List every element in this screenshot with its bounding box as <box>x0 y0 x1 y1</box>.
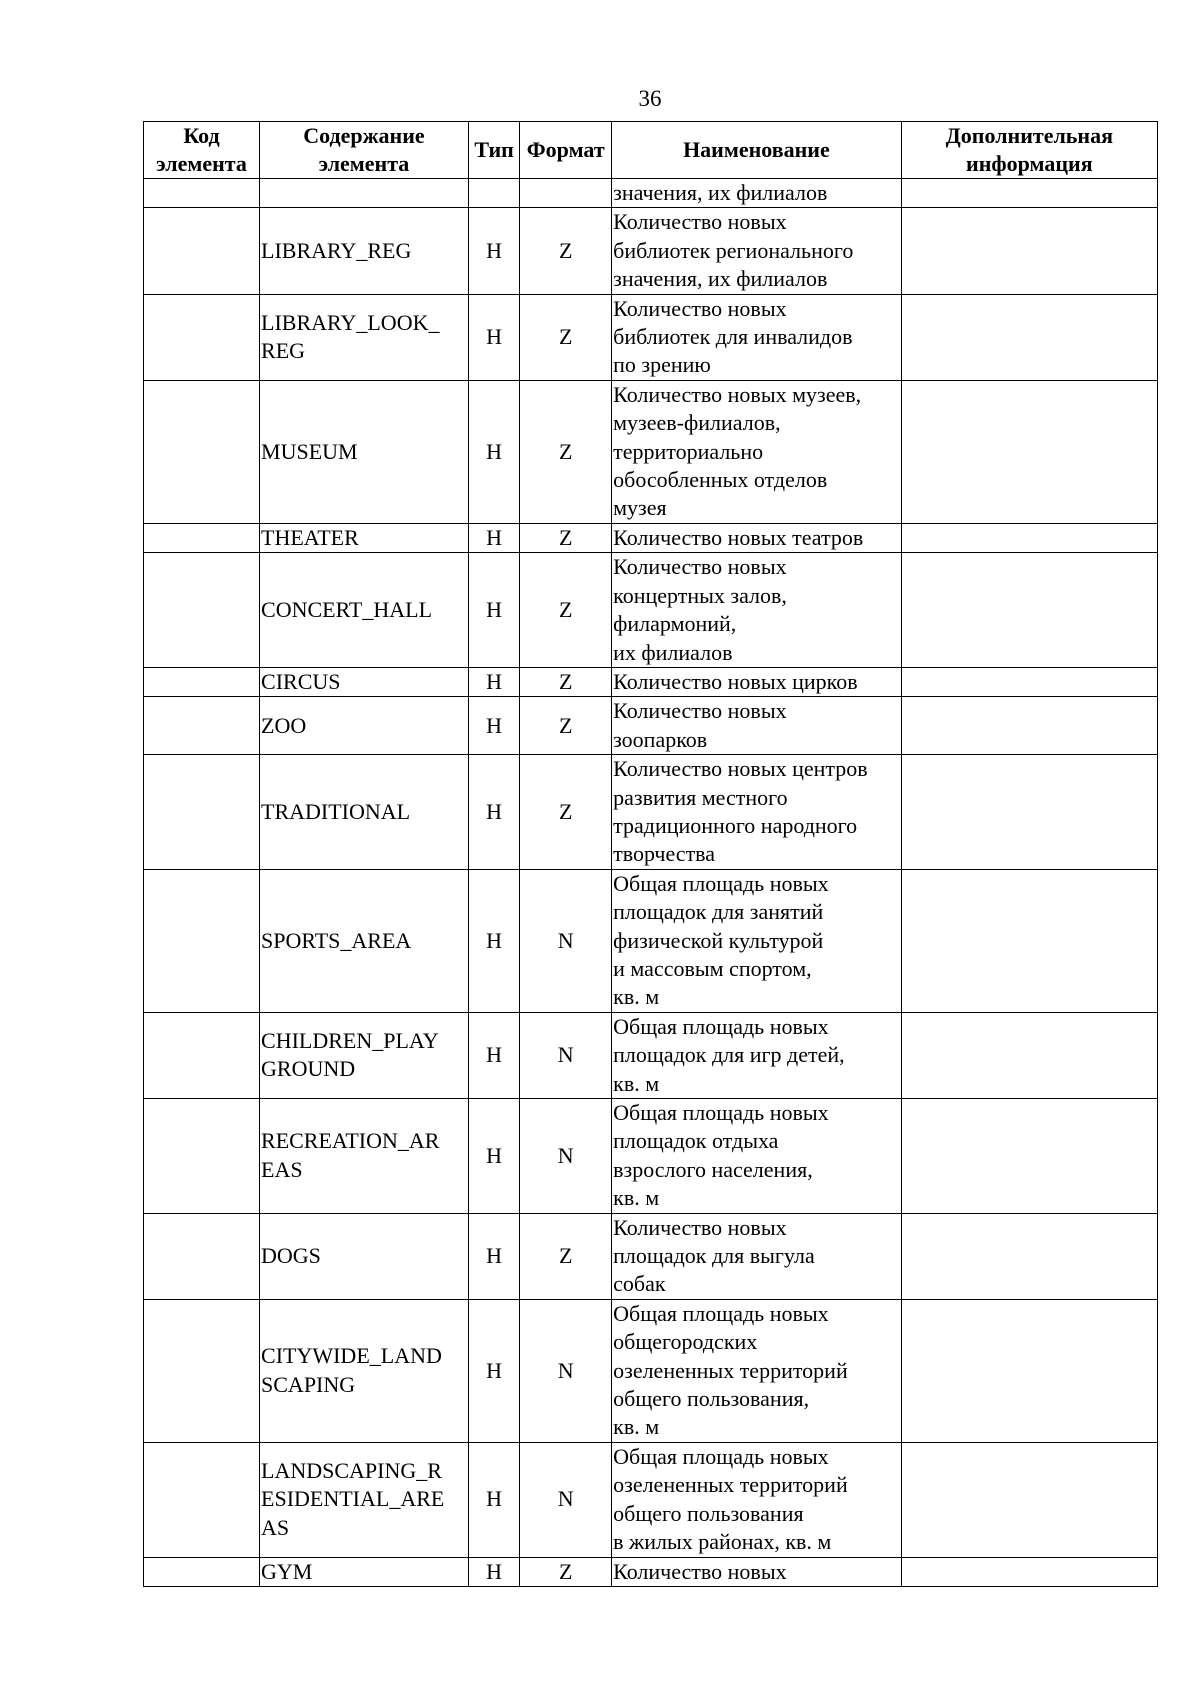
cell-line: CIRCUS <box>261 668 341 694</box>
table-row <box>144 1099 1158 1214</box>
cell-line: территориально <box>613 438 764 464</box>
cell-code <box>144 1099 260 1214</box>
cell-name <box>612 1557 902 1586</box>
cell-type: Н <box>468 1557 519 1586</box>
cell-line: кв. м <box>613 984 660 1010</box>
cell-line: Общая площадь новых <box>613 1100 829 1125</box>
cell-format: Z <box>520 380 612 523</box>
cell-line: REG <box>261 338 306 364</box>
cell-line: и массовым спортом, <box>613 955 812 981</box>
cell-line: кв. м <box>613 1414 660 1440</box>
cell-line: MUSEUM <box>261 438 358 464</box>
cell-name <box>612 667 902 696</box>
header-type <box>468 122 519 179</box>
cell-format: Z <box>520 553 612 668</box>
cell-line: GROUND <box>261 1056 356 1082</box>
cell-extra <box>901 755 1157 870</box>
cell-line: LIBRARY_LOOK_ <box>261 309 440 335</box>
cell-line: общегородских <box>613 1329 758 1355</box>
cell-name <box>612 179 902 208</box>
header-line: Наименование <box>683 137 830 162</box>
cell-name <box>612 755 902 870</box>
cell-code <box>144 208 260 294</box>
cell-line: площадок для выгула <box>613 1243 815 1269</box>
cell-line: общего пользования, <box>613 1386 810 1412</box>
cell-extra <box>901 1442 1157 1557</box>
cell-format: Z <box>520 755 612 870</box>
cell-name <box>612 208 902 294</box>
cell-content <box>260 179 469 208</box>
cell-type: Н <box>468 553 519 668</box>
cell-content <box>260 294 469 380</box>
cell-type: Н <box>468 1213 519 1299</box>
cell-type: Н <box>468 380 519 523</box>
cell-line: музеев-филиалов, <box>613 410 781 436</box>
header-format <box>520 122 612 179</box>
cell-line: взрослого населения, <box>613 1156 813 1182</box>
cell-extra <box>901 553 1157 668</box>
cell-content <box>260 1012 469 1098</box>
cell-type: Н <box>468 755 519 870</box>
cell-content <box>260 1213 469 1299</box>
cell-type: Н <box>468 869 519 1012</box>
table-row <box>144 667 1158 696</box>
cell-line: Общая площадь новых <box>613 1443 829 1469</box>
cell-type: Н <box>468 697 519 755</box>
header-extra <box>901 122 1157 179</box>
cell-code <box>144 1213 260 1299</box>
cell-line: кв. м <box>613 1185 660 1211</box>
cell-name <box>612 1012 902 1098</box>
cell-line: TRADITIONAL <box>261 798 411 824</box>
header-line: Код <box>183 123 220 148</box>
cell-line: Количество новых центров <box>613 756 868 782</box>
cell-extra <box>901 1213 1157 1299</box>
cell-extra <box>901 1099 1157 1214</box>
cell-name <box>612 1099 902 1214</box>
cell-line: их филиалов <box>613 639 733 665</box>
cell-format: Z <box>520 523 612 552</box>
cell-line: RECREATION_AR <box>261 1128 440 1154</box>
cell-format: N <box>520 1099 612 1214</box>
cell-line: в жилых районах, кв. м <box>613 1529 832 1555</box>
cell-code <box>144 553 260 668</box>
cell-extra <box>901 179 1157 208</box>
cell-line: CITYWIDE_LAND <box>261 1343 442 1369</box>
header-name <box>612 122 902 179</box>
cell-line: площадок отдыха <box>613 1128 779 1154</box>
cell-line: ESIDENTIAL_ARE <box>261 1486 445 1512</box>
table-header-row <box>144 122 1158 179</box>
cell-line: кв. м <box>613 1070 660 1096</box>
cell-line: общего пользования <box>613 1500 804 1526</box>
table-row <box>144 553 1158 668</box>
cell-content <box>260 869 469 1012</box>
cell-code <box>144 380 260 523</box>
cell-line: собак <box>613 1271 666 1297</box>
cell-code <box>144 697 260 755</box>
cell-extra <box>901 1012 1157 1098</box>
cell-line: Количество новых цирков <box>613 668 858 694</box>
cell-line: библиотек для инвалидов <box>613 324 853 350</box>
cell-line: обособленных отделов <box>613 467 828 493</box>
cell-content <box>260 380 469 523</box>
cell-line: значения, их филиалов <box>613 180 828 205</box>
cell-format: Z <box>520 208 612 294</box>
cell-type: Н <box>468 294 519 380</box>
cell-content <box>260 1557 469 1586</box>
cell-line: Общая площадь новых <box>613 1013 829 1039</box>
cell-name <box>612 380 902 523</box>
cell-code <box>144 1557 260 1586</box>
table-body <box>144 179 1158 1587</box>
cell-line: концертных залов, <box>613 582 787 608</box>
cell-name <box>612 869 902 1012</box>
cell-line: AS <box>261 1514 290 1540</box>
header-code <box>144 122 260 179</box>
cell-line: развития местного <box>613 784 788 810</box>
cell-content <box>260 667 469 696</box>
cell-line: EAS <box>261 1156 303 1182</box>
cell-content <box>260 1099 469 1214</box>
cell-format: N <box>520 1299 612 1442</box>
cell-name <box>612 1299 902 1442</box>
cell-line: GYM <box>261 1558 313 1584</box>
cell-extra <box>901 208 1157 294</box>
cell-line: LANDSCAPING_R <box>261 1458 442 1484</box>
table-row <box>144 1213 1158 1299</box>
cell-code <box>144 294 260 380</box>
cell-line: DOGS <box>261 1243 321 1269</box>
cell-format: Z <box>520 667 612 696</box>
cell-code <box>144 755 260 870</box>
cell-line: Количество новых <box>613 1558 787 1584</box>
cell-line: площадок для занятий <box>613 899 824 925</box>
table-row <box>144 523 1158 552</box>
table-row <box>144 869 1158 1012</box>
cell-line: THEATER <box>261 524 359 550</box>
cell-line: Количество новых <box>613 209 787 235</box>
data-elements-table <box>143 121 1158 1587</box>
cell-code <box>144 1012 260 1098</box>
cell-type: Н <box>468 1299 519 1442</box>
header-line: Содержание <box>303 123 425 148</box>
cell-type: Н <box>468 667 519 696</box>
cell-line: библиотек регионального <box>613 237 854 263</box>
cell-type: Н <box>468 208 519 294</box>
cell-line: Количество новых <box>613 1214 787 1240</box>
cell-format <box>520 179 612 208</box>
cell-code <box>144 667 260 696</box>
cell-line: Количество новых <box>613 554 787 580</box>
cell-format: N <box>520 1012 612 1098</box>
cell-line: озелененных территорий <box>613 1472 848 1498</box>
header-line: информация <box>966 151 1093 176</box>
cell-extra <box>901 523 1157 552</box>
cell-content <box>260 697 469 755</box>
cell-extra <box>901 1557 1157 1586</box>
cell-code <box>144 179 260 208</box>
table-row <box>144 179 1158 208</box>
header-line: элемента <box>318 151 410 176</box>
header-line: Тип <box>474 137 514 162</box>
table-row <box>144 208 1158 294</box>
table-row <box>144 697 1158 755</box>
cell-name <box>612 294 902 380</box>
cell-extra <box>901 1299 1157 1442</box>
table-row <box>144 1299 1158 1442</box>
cell-line: Количество новых <box>613 295 787 321</box>
cell-line: Общая площадь новых <box>613 870 829 896</box>
cell-format: Z <box>520 1557 612 1586</box>
cell-line: по зрению <box>613 352 711 378</box>
cell-format: Z <box>520 697 612 755</box>
header-line: Дополнительная <box>945 123 1114 148</box>
cell-name <box>612 697 902 755</box>
table-row <box>144 380 1158 523</box>
cell-type: Н <box>468 1442 519 1557</box>
table-row <box>144 1012 1158 1098</box>
cell-line: творчества <box>613 841 716 867</box>
cell-format: Z <box>520 1213 612 1299</box>
header-line: элемента <box>156 151 247 176</box>
cell-name <box>612 553 902 668</box>
cell-content <box>260 755 469 870</box>
cell-name <box>612 1213 902 1299</box>
cell-format: N <box>520 869 612 1012</box>
cell-line: Количество новых театров <box>613 524 864 550</box>
cell-extra <box>901 667 1157 696</box>
cell-line: физической культурой <box>613 927 824 953</box>
cell-extra <box>901 380 1157 523</box>
cell-name <box>612 1442 902 1557</box>
cell-line: озелененных территорий <box>613 1357 848 1383</box>
cell-line: CHILDREN_PLAY <box>261 1027 439 1053</box>
cell-extra <box>901 869 1157 1012</box>
cell-name <box>612 523 902 552</box>
table-row <box>144 1557 1158 1586</box>
cell-content <box>260 208 469 294</box>
cell-line: SPORTS_AREA <box>261 927 412 953</box>
cell-line: ZOO <box>261 712 307 738</box>
cell-code <box>144 523 260 552</box>
cell-line: музея <box>613 495 667 521</box>
cell-extra <box>901 294 1157 380</box>
cell-type: Н <box>468 1012 519 1098</box>
cell-line: SCAPING <box>261 1371 356 1397</box>
header-line: Формат <box>526 137 605 162</box>
cell-line: зоопарков <box>613 726 708 752</box>
cell-content <box>260 1442 469 1557</box>
table-row <box>144 294 1158 380</box>
cell-content <box>260 1299 469 1442</box>
cell-line: Количество новых музеев, <box>613 381 862 407</box>
cell-line: CONCERT_HALL <box>261 596 433 622</box>
cell-line: значения, их филиалов <box>613 266 828 292</box>
cell-format: Z <box>520 294 612 380</box>
cell-line: традиционного народного <box>613 812 858 838</box>
cell-line: Количество новых <box>613 698 787 724</box>
cell-extra <box>901 697 1157 755</box>
cell-line: площадок для игр детей, <box>613 1042 845 1068</box>
cell-type: Н <box>468 523 519 552</box>
cell-line: Общая площадь новых <box>613 1300 829 1326</box>
cell-code <box>144 1299 260 1442</box>
cell-type <box>468 179 519 208</box>
cell-line: филармоний, <box>613 611 737 637</box>
table-row <box>144 755 1158 870</box>
page-number: 36 <box>638 86 662 111</box>
cell-format: N <box>520 1442 612 1557</box>
cell-code <box>144 1442 260 1557</box>
cell-content <box>260 523 469 552</box>
table-row <box>144 1442 1158 1557</box>
header-content <box>260 122 469 179</box>
cell-content <box>260 553 469 668</box>
cell-type: Н <box>468 1099 519 1214</box>
cell-code <box>144 869 260 1012</box>
cell-line: LIBRARY_REG <box>261 237 412 263</box>
